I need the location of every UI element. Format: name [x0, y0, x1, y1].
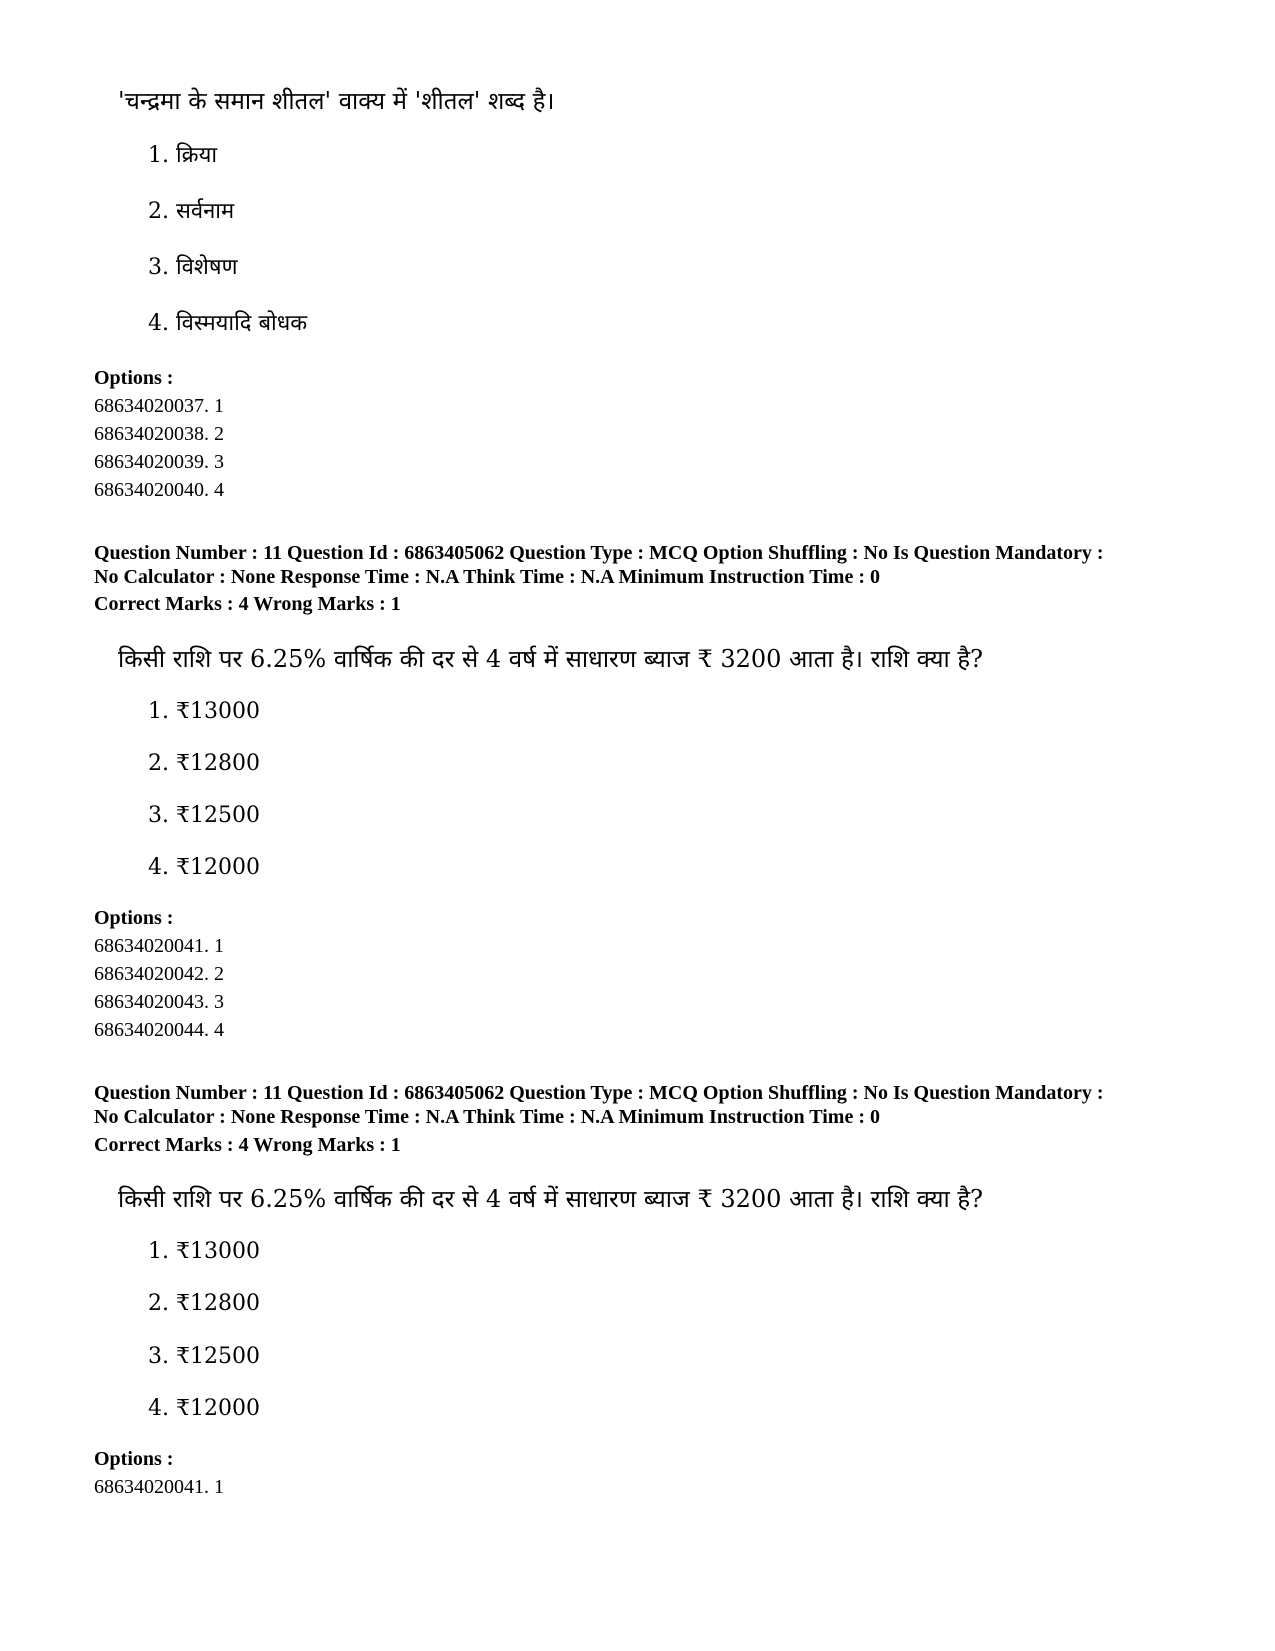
choice-4: 4. ₹12000: [148, 855, 260, 880]
choice-2: 2. ₹12800: [148, 1291, 260, 1316]
choice-4: 4. ₹12000: [148, 1396, 260, 1421]
question-marks: Correct Marks : 4 Wrong Marks : 1: [94, 1134, 401, 1156]
question-meta-line-1: Question Number : 11 Question Id : 6863405062 Question Type : MCQ Option Shuffling : No Is Question Mandatory :: [94, 1082, 1104, 1104]
question-text: 'चन्द्रमा के समान शीतल' वाक्य में 'शीतल' शब्द है।: [118, 87, 555, 115]
question-text: किसी राशि पर 6.25% वार्षिक की दर से 4 वर्ष में साधारण ब्याज ₹ 3200 आता है। राशि क्या है?: [118, 1185, 983, 1213]
choice-3: 3. विशेषण: [148, 255, 238, 280]
options-label: Options :: [94, 367, 174, 389]
choice-2: 2. ₹12800: [148, 751, 260, 776]
option-id-1: 68634020041. 1: [94, 935, 224, 957]
option-id-2: 68634020038. 2: [94, 423, 224, 445]
question-meta-line-1: Question Number : 11 Question Id : 6863405062 Question Type : MCQ Option Shuffling : No Is Question Mandatory :: [94, 542, 1104, 564]
option-id-4: 68634020040. 4: [94, 479, 224, 501]
option-id-3: 68634020043. 3: [94, 991, 224, 1013]
option-id-3: 68634020039. 3: [94, 451, 224, 473]
choice-1: 1. ₹13000: [148, 699, 260, 724]
question-text: किसी राशि पर 6.25% वार्षिक की दर से 4 वर्ष में साधारण ब्याज ₹ 3200 आता है। राशि क्या है?: [118, 645, 983, 673]
choice-4: 4. विस्मयादि बोधक: [148, 311, 308, 336]
choice-1: 1. क्रिया: [148, 143, 218, 168]
option-id-2: 68634020042. 2: [94, 963, 224, 985]
choice-3: 3. ₹12500: [148, 803, 260, 828]
options-label: Options :: [94, 907, 174, 929]
option-id-1: 68634020041. 1: [94, 1476, 224, 1498]
option-id-4: 68634020044. 4: [94, 1019, 224, 1041]
options-label: Options :: [94, 1448, 174, 1470]
question-meta-line-2: No Calculator : None Response Time : N.A Think Time : N.A Minimum Instruction Time : 0: [94, 1106, 880, 1128]
option-id-1: 68634020037. 1: [94, 395, 224, 417]
choice-1: 1. ₹13000: [148, 1239, 260, 1264]
choice-2: 2. सर्वनाम: [148, 199, 235, 224]
choice-3: 3. ₹12500: [148, 1344, 260, 1369]
question-meta-line-2: No Calculator : None Response Time : N.A Think Time : N.A Minimum Instruction Time : 0: [94, 566, 880, 588]
question-marks: Correct Marks : 4 Wrong Marks : 1: [94, 593, 401, 615]
